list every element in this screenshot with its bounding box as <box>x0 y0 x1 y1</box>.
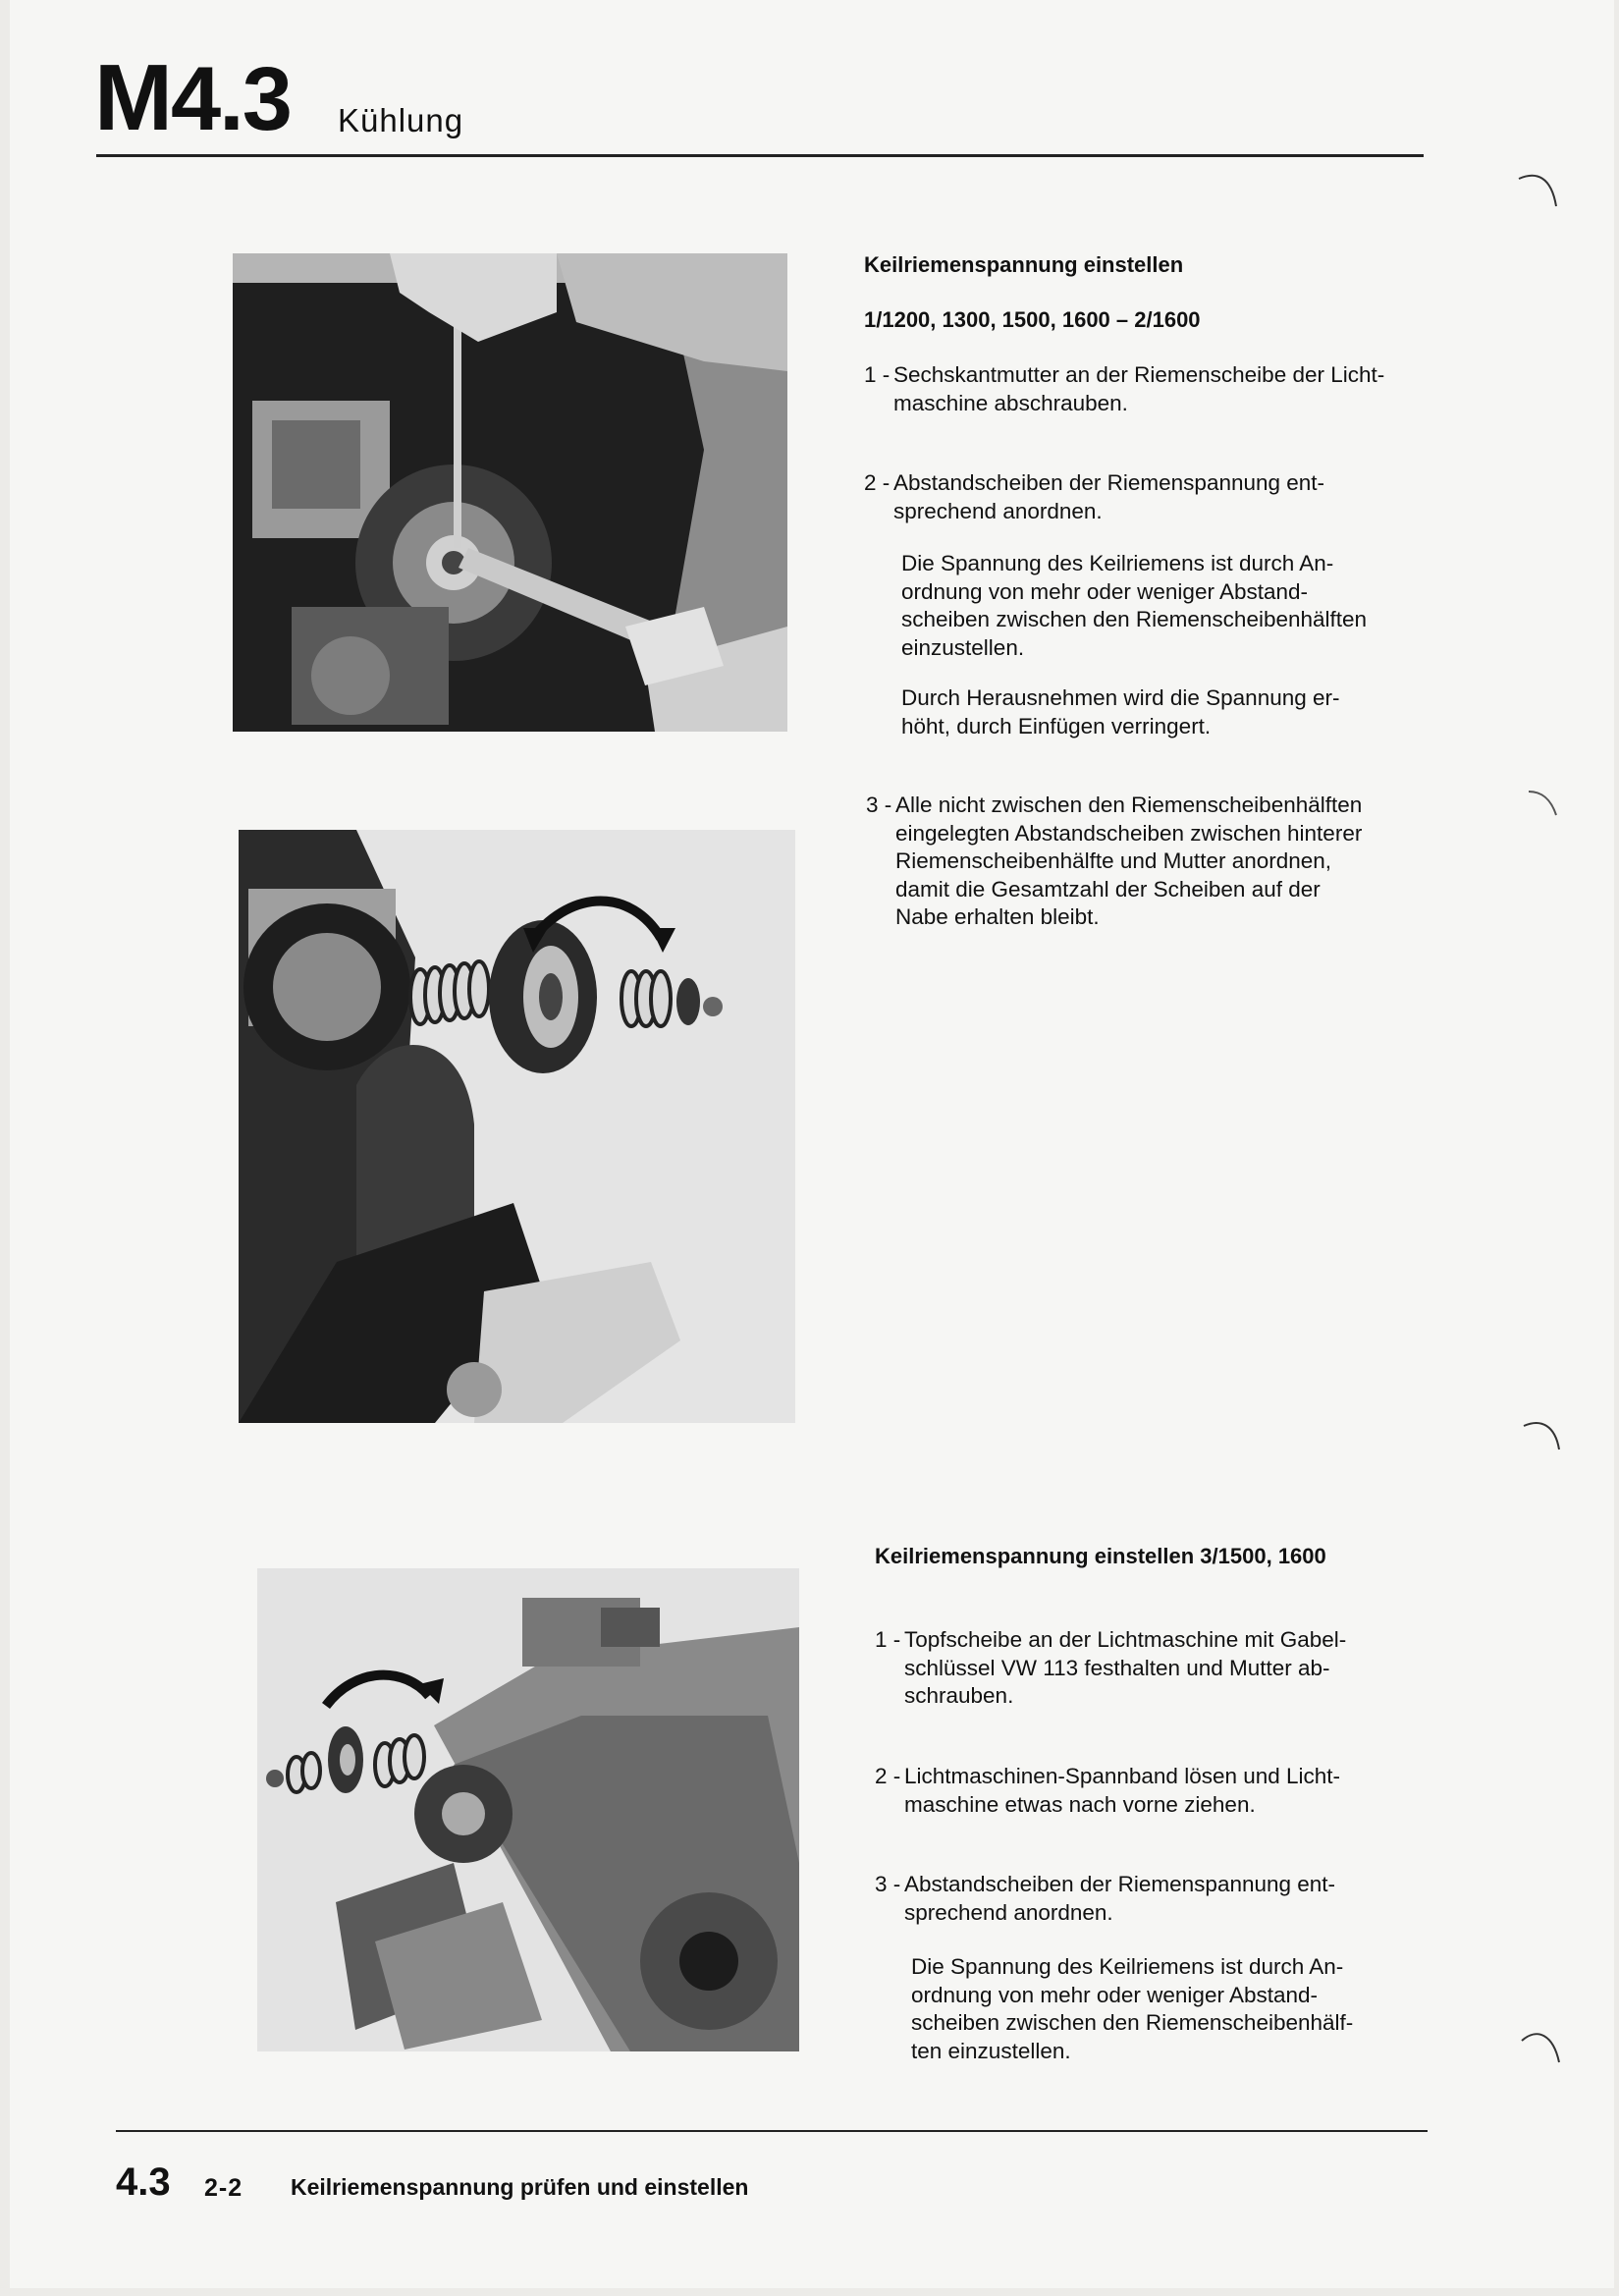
photo-pulley-nut-removal <box>233 253 787 732</box>
photo-engine-pulley <box>257 1568 799 2051</box>
section1-models: 1/1200, 1300, 1500, 1600 – 2/1600 <box>864 307 1201 332</box>
binder-mark-icon <box>1527 786 1566 825</box>
section2-note: Die Spannung des Keilriemens ist durch An- ordnung von mehr oder weniger Abstand- scheiben zwischen den Riemenscheibenhälf- ten einzustellen. <box>911 1954 1354 2063</box>
footer-chapter: 4.3 <box>116 2160 171 2204</box>
section2-heading: Keilriemenspannung einstellen 3/1500, 1600 <box>875 1544 1326 1568</box>
section1-heading: Keilriemenspannung einstellen <box>864 252 1184 277</box>
footer-page-number: 2-2 <box>204 2174 243 2202</box>
section-title: Kühlung <box>338 102 464 138</box>
binder-mark-icon <box>1522 1414 1571 1463</box>
binder-mark-icon <box>1517 167 1566 226</box>
section-code: M4.3 <box>94 45 291 150</box>
footer-title: Keilriemenspannung prüfen und einstellen <box>291 2174 749 2200</box>
photo-pulley-exploded <box>239 830 795 1423</box>
section1-note-2: Durch Herausnehmen wird die Spannung er- höht, durch Einfügen verringert. <box>901 685 1340 738</box>
header-rule <box>96 154 1424 157</box>
binder-mark-icon <box>1520 2023 1569 2072</box>
section1-note-1: Die Spannung des Keilriemens ist durch An- ordnung von mehr oder weniger Abstand- scheiben zwischen den Riemenscheibenhälften einzustellen. <box>901 551 1368 660</box>
footer-rule <box>116 2130 1428 2132</box>
